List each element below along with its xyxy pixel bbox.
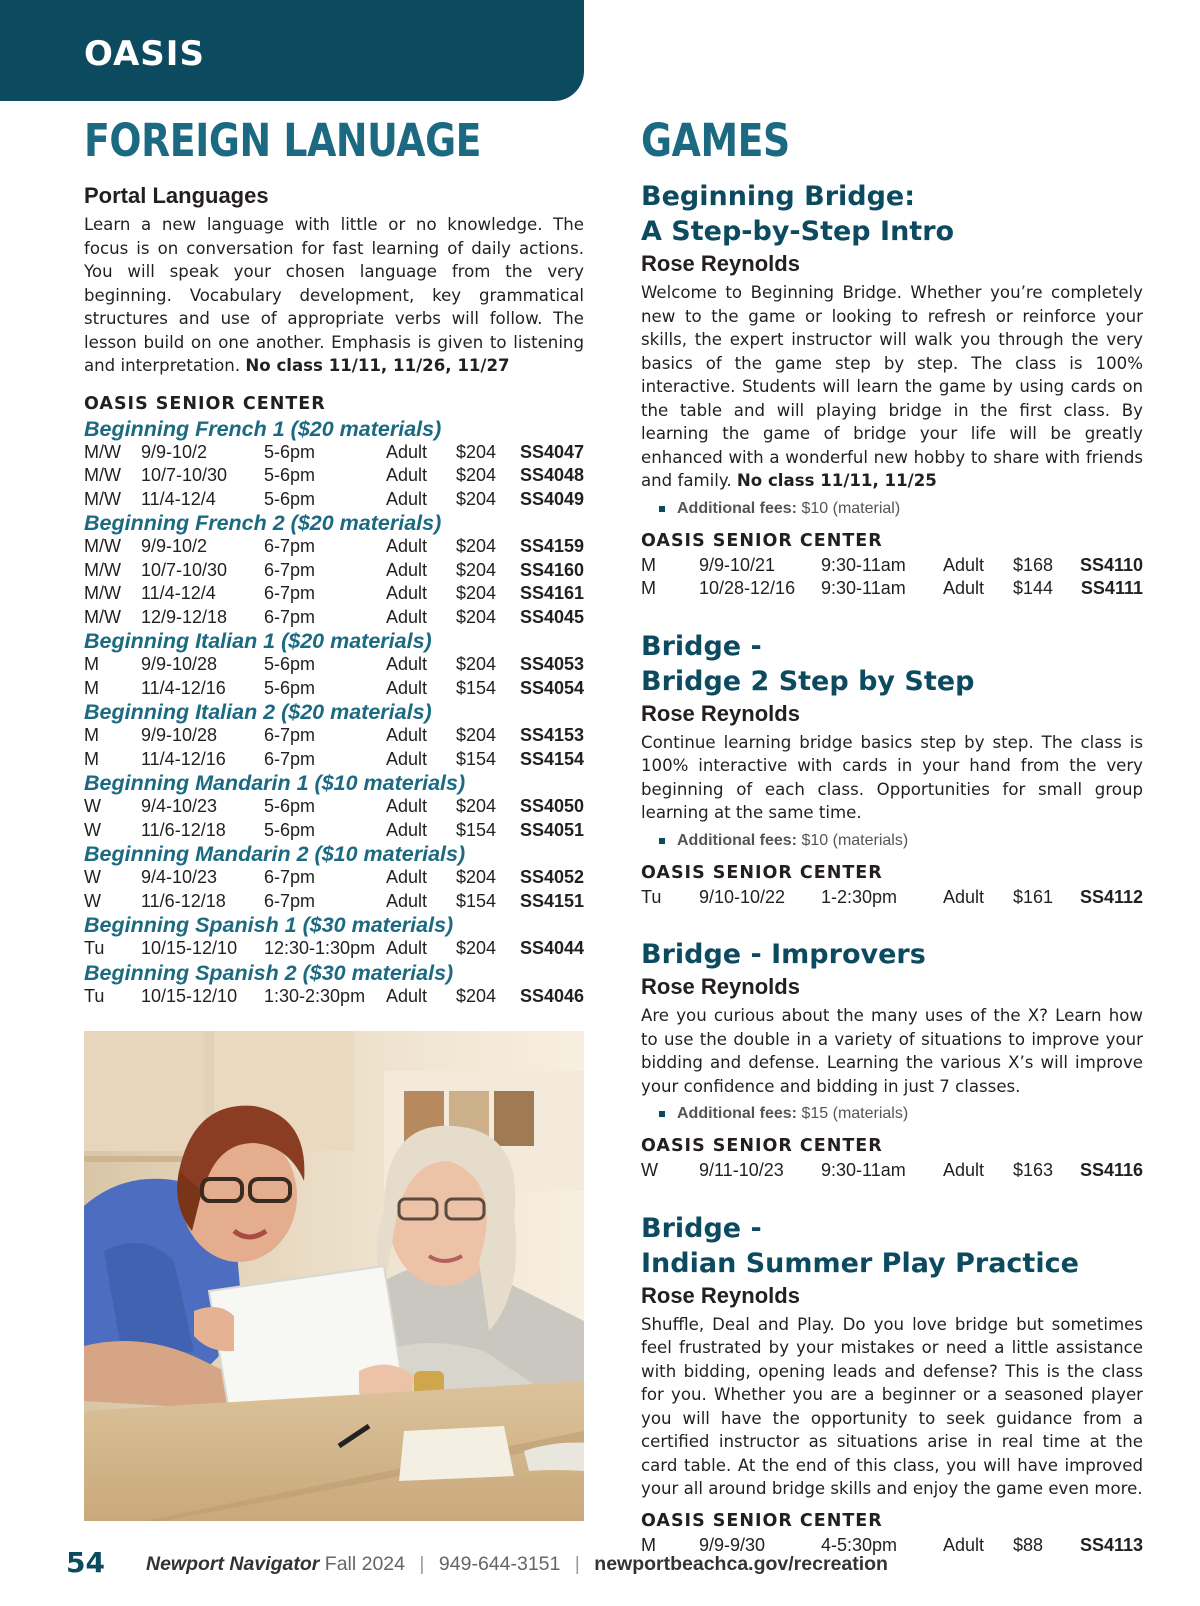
course-description (641, 1313, 1143, 1501)
foreign-language-column (84, 113, 584, 1008)
instructor-name: Rose Reynolds (641, 974, 800, 999)
language-schedule (84, 417, 584, 1009)
session-time: 6-7pm (264, 583, 316, 603)
session-code: SS4160 (519, 559, 584, 580)
session-time: 9:30-11am (821, 1160, 906, 1180)
session-day: M (84, 654, 99, 674)
language-category (84, 511, 584, 629)
language-category (84, 842, 584, 913)
session-dates: 11/4-12/4 (141, 488, 216, 509)
session-fee: $168 (1013, 554, 1054, 575)
session-fee: $154 (456, 890, 497, 911)
session-dates: 10/15-12/10 (141, 938, 238, 958)
no-class-note: No class 11/11, 11/25 (736, 471, 937, 490)
course-title-line: Bridge - Improvers (641, 939, 926, 970)
session-age: Adult (943, 1534, 985, 1555)
session-age: Adult (386, 985, 428, 1006)
session-age: Adult (943, 1160, 985, 1180)
session-code: SS4159 (519, 536, 584, 556)
session-fee: $204 (456, 606, 497, 627)
session-fee: $154 (456, 819, 497, 840)
session-age: Adult (943, 554, 985, 575)
session-time: 6-7pm (264, 748, 316, 769)
session-dates: 10/15-12/10 (141, 985, 238, 1006)
session-code: SS4044 (519, 938, 584, 958)
session-age: Adult (386, 938, 428, 958)
session-dates: 11/6-12/18 (141, 819, 226, 840)
session-time: 9:30-11am (821, 554, 906, 575)
session-fee: $154 (456, 677, 497, 698)
session-age: Adult (386, 677, 428, 698)
session-day: M/W (84, 559, 121, 580)
section-title-foreign-language: FOREIGN LANUAGE (84, 114, 482, 167)
session-code: SS4111 (1080, 578, 1143, 598)
session-time: 5-6pm (264, 488, 316, 509)
session-fee: $204 (456, 938, 497, 958)
session-age: Adult (386, 441, 428, 462)
session-age: Adult (386, 536, 428, 556)
language-category (84, 771, 584, 842)
instructor-name: Rose Reynolds (641, 1282, 800, 1308)
game-course (641, 1211, 1143, 1558)
course-title-line: Bridge - (641, 1212, 762, 1244)
session-code: SS4053 (519, 654, 584, 674)
session-dates: 9/4-10/23 (141, 796, 218, 816)
session-dates: 10/28-12/16 (699, 578, 796, 598)
session-code: SS4154 (519, 748, 584, 769)
category-title: Beginning French 1 ($20 materials) (84, 416, 442, 441)
session-code: SS4151 (519, 890, 584, 911)
category-title: Beginning French 2 ($20 materials) (84, 511, 442, 535)
venue-label: OASIS SENIOR CENTER (641, 1136, 883, 1156)
session-dates: 12/9-12/18 (141, 606, 228, 627)
session-fee: $204 (456, 654, 497, 674)
session-day: M (84, 677, 99, 698)
session-day: Tu (84, 938, 105, 958)
session-time: 6-7pm (264, 606, 316, 627)
description-text: Continue learning bridge basics step by step. The class is 100% interactive with cards in your hand from the very beginning of each class. Opportunities for small group learning at the same time. (641, 732, 1143, 822)
session-fee: $204 (456, 796, 497, 816)
venue-label: OASIS SENIOR CENTER (84, 393, 326, 414)
schedule-row (641, 554, 1143, 578)
session-dates: 10/7-10/30 (141, 465, 228, 485)
photo-two-women-reading (84, 1031, 584, 1521)
session-dates: 11/4-12/4 (141, 583, 216, 603)
session-age: Adult (386, 488, 428, 509)
session-fee: $204 (456, 465, 497, 485)
footer-url-link[interactable]: newportbeachca.gov/recreation (594, 1553, 888, 1575)
session-day: M/W (84, 465, 121, 485)
session-day: W (84, 819, 101, 840)
session-day: W (84, 867, 101, 887)
schedule-row (84, 890, 584, 914)
schedule-row (84, 724, 584, 748)
footer-phone: 949-644-3151 (438, 1553, 561, 1575)
fees-label: Additional fees: (677, 499, 798, 517)
schedule-row (84, 937, 584, 961)
venue-label: OASIS SENIOR CENTER (641, 530, 883, 551)
course-title (641, 179, 1143, 249)
session-day: M/W (84, 488, 121, 509)
footer-separator: | (574, 1553, 580, 1575)
schedule-row (84, 441, 584, 465)
session-day: M/W (84, 583, 121, 603)
course-title (641, 1211, 1143, 1281)
session-day: W (84, 796, 101, 816)
category-title: Beginning Mandarin 1 ($10 materials) (84, 771, 466, 795)
session-fee: $154 (456, 748, 497, 769)
session-age: Adult (386, 654, 428, 674)
description-text: Shuffle, Deal and Play. Do you love bridge but sometimes feel frustrated by your mistakes or need a little assistance with bidding, opening leads and defense? This is the class for you. Whether you are a beginner or a seasoned player you will have the opportunity to seek guidance from a certified instructor as situations arise in real time at the card table. At the end of this class, you will have improved your all around bridge skills and enjoy the game even more. (641, 1314, 1143, 1498)
games-column (641, 113, 1143, 1557)
session-time: 6-7pm (264, 867, 316, 887)
session-dates: 9/9-10/21 (699, 554, 776, 575)
additional-fees (659, 497, 1143, 521)
session-dates: 9/9-10/28 (141, 725, 218, 745)
games-course-list (641, 179, 1143, 1557)
session-dates: 11/6-12/18 (141, 890, 226, 911)
session-day: W (641, 1160, 658, 1180)
session-fee: $204 (456, 985, 497, 1006)
session-fee: $88 (1013, 1534, 1044, 1555)
course-title (641, 629, 1143, 699)
session-fee: $204 (456, 583, 497, 603)
additional-fees (659, 829, 1143, 853)
session-age: Adult (386, 583, 428, 603)
session-day: M (84, 748, 99, 769)
section-tab-label: OASIS (84, 34, 205, 74)
schedule-row (84, 795, 584, 819)
session-time: 6-7pm (264, 536, 316, 556)
course-title-line: Beginning Bridge: (641, 181, 916, 212)
schedule-row (84, 819, 584, 843)
venue-label: OASIS SENIOR CENTER (641, 862, 883, 883)
schedule-row (84, 535, 584, 559)
session-day: W (84, 890, 101, 911)
session-age: Adult (386, 890, 428, 911)
session-time: 9:30-11am (821, 578, 906, 598)
language-category (84, 961, 584, 1009)
session-time: 6-7pm (264, 725, 316, 745)
session-age: Adult (386, 819, 428, 840)
session-dates: 9/9-10/2 (141, 441, 208, 462)
schedule-row (84, 677, 584, 701)
session-code: SS4045 (519, 606, 584, 627)
schedule-row (84, 985, 584, 1009)
session-fee: $204 (456, 441, 497, 462)
session-code: SS4047 (519, 441, 584, 462)
fees-label: Additional fees: (677, 831, 798, 849)
session-fee: $204 (456, 867, 497, 887)
session-dates: 9/9-10/2 (141, 536, 208, 556)
schedule-row (641, 1159, 1143, 1183)
course-title-line: Indian Summer Play Practice (641, 1247, 1079, 1279)
game-course (641, 629, 1143, 910)
schedule-row (84, 653, 584, 677)
session-day: M (84, 725, 99, 745)
session-code: SS4051 (519, 819, 584, 840)
instructor-name: Rose Reynolds (641, 700, 800, 726)
session-day: M/W (84, 536, 121, 556)
session-fee: $144 (1013, 578, 1054, 598)
course-description (641, 1004, 1143, 1098)
instructor-name: Rose Reynolds (641, 251, 800, 276)
course-description: Learn a new language with little or no knowledge. The focus is on conversation for fast learning of daily actions. You will speak your chosen language from the very beginning. Vocabulary development, key grammatical structures and use of appropriate verbs will follow. The lesson build on one another. Emphasis is given to listening and interpretation. No class 11/11, 11/26, 11/27 (84, 215, 584, 375)
session-age: Adult (943, 578, 985, 598)
session-day: M (641, 554, 656, 575)
language-category (84, 913, 584, 961)
course-title-line: Bridge - (641, 630, 762, 662)
session-day: Tu (84, 985, 105, 1006)
session-age: Adult (386, 725, 428, 745)
course-title-line: A Step-by-Step Intro (641, 216, 955, 247)
session-day: M/W (84, 606, 121, 627)
session-day: Tu (641, 886, 662, 907)
session-age: Adult (386, 559, 428, 580)
fees-label: Additional fees: (677, 1105, 798, 1122)
fees-value: $10 (material) (801, 499, 901, 517)
section-tab (0, 0, 584, 101)
session-dates: 9/4-10/23 (141, 867, 218, 887)
category-title: Beginning Spanish 2 ($30 materials) (84, 960, 454, 985)
language-category (84, 700, 584, 771)
session-dates: 9/9-9/30 (699, 1534, 766, 1555)
session-dates: 9/10-10/22 (699, 886, 786, 907)
schedule-row (641, 577, 1143, 601)
session-time: 5-6pm (264, 677, 316, 698)
description-text: Welcome to Beginning Bridge. Whether you’re completely new to the game or looking to refresh or reinforce your skills, the expert instructor will walk you through the very basics of the game step by step. The class is 100% interactive. Students will learn the game by using cards on the table and will playing bridge in the first class. By learning the game of bridge your life will be greatly enhanced with a wonderful new hobby to share with friends and family. (641, 283, 1143, 490)
schedule-row (84, 559, 584, 583)
category-title: Beginning Mandarin 2 ($10 materials) (84, 842, 466, 866)
footer-credits (146, 1552, 888, 1576)
session-day: M/W (84, 441, 121, 462)
section-title-games: GAMES (641, 114, 790, 167)
session-time: 6-7pm (264, 559, 316, 580)
category-title: Beginning Spanish 1 ($30 materials) (84, 913, 454, 937)
session-day: M (641, 1534, 656, 1555)
session-dates: 11/4-12/16 (141, 677, 226, 698)
schedule-row (84, 582, 584, 606)
game-course (641, 937, 1143, 1183)
session-age: Adult (386, 748, 428, 769)
schedule-row (84, 488, 584, 512)
footer-season: Fall 2024 (324, 1553, 405, 1575)
session-code: SS4050 (519, 796, 584, 816)
session-time: 5-6pm (264, 819, 316, 840)
schedule-row (84, 866, 584, 890)
schedule-row (84, 748, 584, 772)
session-code: SS4113 (1079, 1534, 1143, 1555)
description-text: Are you curious about the many uses of the X? Learn how to use the double in a variety of situations to improve your bidding and defense. Learning the various X’s will improve your confidence and bidding in just 7 classes. (641, 1006, 1143, 1096)
course-title (641, 937, 1143, 972)
session-day: M (641, 578, 656, 598)
fees-value: $10 (materials) (801, 831, 909, 849)
session-code: SS4161 (519, 583, 584, 603)
session-age: Adult (386, 606, 428, 627)
category-title: Beginning Italian 1 ($20 materials) (84, 629, 432, 653)
no-class-note: No class 11/11, 11/26, 11/27 (245, 356, 510, 375)
additional-fees (659, 1102, 1143, 1126)
schedule-row (84, 464, 584, 488)
session-dates: 9/11-10/23 (699, 1160, 784, 1180)
session-fee: $204 (456, 725, 497, 745)
session-code: SS4112 (1079, 886, 1143, 907)
session-time: 6-7pm (264, 890, 316, 911)
course-title-line: Bridge 2 Step by Step (641, 665, 975, 697)
venue-label: OASIS SENIOR CENTER (641, 1510, 883, 1531)
session-code: SS4049 (519, 488, 584, 509)
language-category (84, 417, 584, 512)
footer-separator: | (419, 1553, 425, 1575)
session-fee: $161 (1013, 886, 1054, 907)
session-time: 12:30-1:30pm (264, 938, 376, 958)
session-time: 1:30-2:30pm (264, 985, 366, 1006)
session-code: SS4110 (1079, 554, 1143, 575)
session-code: SS4046 (519, 985, 584, 1006)
session-age: Adult (943, 886, 985, 907)
session-code: SS4048 (519, 465, 584, 485)
session-fee: $204 (456, 536, 497, 556)
session-code: SS4052 (519, 867, 584, 887)
course-description (641, 281, 1143, 493)
session-dates: 11/4-12/16 (141, 748, 226, 769)
session-fee: $204 (456, 488, 497, 509)
session-time: 1-2:30pm (821, 886, 898, 907)
category-title: Beginning Italian 2 ($20 materials) (84, 700, 432, 724)
course-name-portal-languages: Portal Languages (84, 183, 269, 208)
page-number: 54 (66, 1546, 105, 1579)
game-course (641, 179, 1143, 601)
course-description (641, 731, 1143, 825)
session-time: 5-6pm (264, 465, 316, 485)
session-time: 4-5:30pm (821, 1534, 898, 1555)
session-time: 5-6pm (264, 654, 316, 674)
footer-publication: Newport Navigator (146, 1553, 320, 1575)
session-fee: $204 (456, 559, 497, 580)
fees-value: $15 (materials) (801, 1105, 909, 1122)
session-age: Adult (386, 867, 428, 887)
schedule-row (84, 606, 584, 630)
session-time: 5-6pm (264, 796, 316, 816)
session-fee: $163 (1013, 1160, 1054, 1180)
session-code: SS4116 (1079, 1160, 1143, 1180)
session-age: Adult (386, 465, 428, 485)
session-dates: 9/9-10/28 (141, 654, 218, 674)
language-category (84, 629, 584, 700)
schedule-row (641, 886, 1143, 910)
session-dates: 10/7-10/30 (141, 559, 228, 580)
session-code: SS4054 (519, 677, 584, 698)
session-code: SS4153 (519, 725, 584, 745)
session-age: Adult (386, 796, 428, 816)
session-time: 5-6pm (264, 441, 316, 462)
